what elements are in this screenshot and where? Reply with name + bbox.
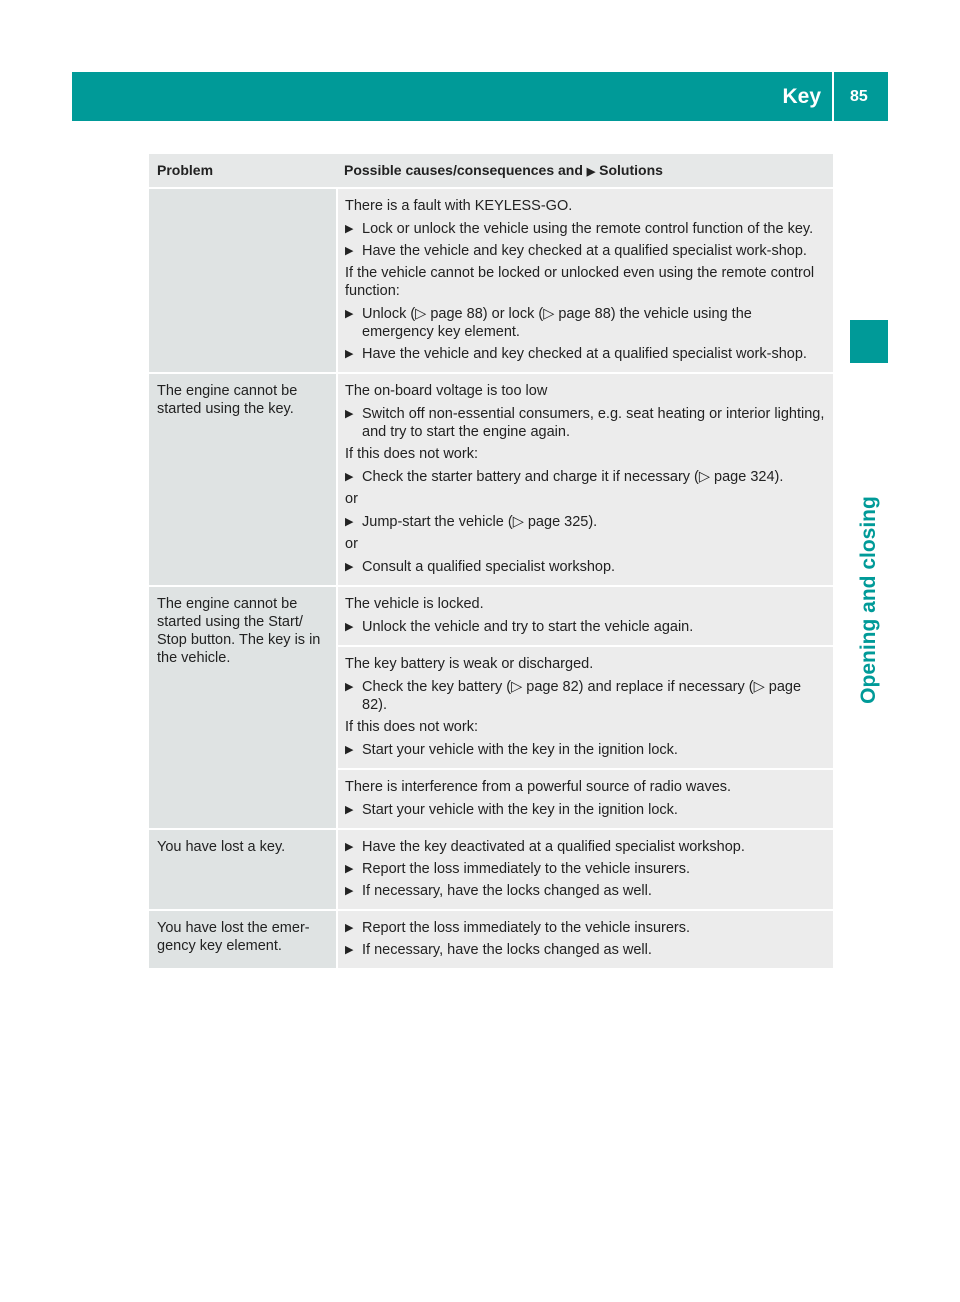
solutions-cell bbox=[338, 830, 833, 909]
step-arrow-icon: ▶ bbox=[345, 348, 354, 360]
cause-text: There is interference from a powerful source of radio waves. bbox=[345, 779, 732, 795]
solution-step bbox=[345, 242, 826, 260]
step-arrow-icon: ▶ bbox=[345, 561, 354, 573]
solution-step-text: If necessary, have the locks changed as well. bbox=[362, 883, 652, 899]
solutions-cell bbox=[338, 587, 833, 828]
table-row bbox=[149, 374, 833, 585]
solution-step-text: Have the vehicle and key checked at a qualified specialist work-shop. bbox=[362, 346, 807, 362]
solution-block bbox=[338, 647, 833, 768]
solution-step-text: Check the key battery (▷ page 82) and replace if necessary (▷ page 82). bbox=[362, 679, 802, 713]
cause-text: The vehicle is locked. bbox=[345, 596, 484, 612]
table-row bbox=[149, 587, 833, 828]
solution-step bbox=[345, 405, 826, 441]
column-header-solutions-post: Solutions bbox=[599, 162, 663, 178]
solution-step bbox=[345, 220, 826, 238]
problem-cell: You have lost a key. bbox=[149, 830, 336, 909]
step-arrow-icon: ▶ bbox=[345, 408, 354, 420]
step-arrow-icon: ▶ bbox=[345, 245, 354, 257]
solution-block bbox=[338, 830, 833, 909]
step-arrow-icon: ▶ bbox=[345, 621, 354, 633]
step-arrow-icon: ▶ bbox=[345, 804, 354, 816]
solution-step bbox=[345, 513, 826, 531]
solution-step bbox=[345, 860, 826, 878]
solution-step-text: Start your vehicle with the key in the ignition lock. bbox=[362, 802, 678, 818]
solution-step-text: Have the vehicle and key checked at a qualified specialist work-shop. bbox=[362, 243, 807, 259]
step-arrow-icon: ▶ bbox=[345, 471, 354, 483]
step-arrow-icon: ▶ bbox=[345, 744, 354, 756]
solution-step bbox=[345, 468, 826, 486]
solutions-cell bbox=[338, 911, 833, 968]
solution-step-text: Consult a qualified specialist workshop. bbox=[362, 559, 616, 575]
solution-step-text: Report the loss immediately to the vehicle insurers. bbox=[362, 920, 691, 936]
solution-step bbox=[345, 741, 826, 759]
step-arrow-icon: ▶ bbox=[345, 922, 354, 934]
solution-step-text: Check the starter battery and charge it if necessary (▷ page 324). bbox=[362, 469, 784, 485]
page-number: 85 bbox=[850, 88, 868, 105]
solution-block bbox=[338, 189, 833, 372]
solution-step bbox=[345, 618, 826, 636]
arrow-icon: ▶ bbox=[586, 166, 596, 178]
table-row bbox=[149, 189, 833, 372]
cause-text: If this does not work: bbox=[345, 446, 478, 462]
step-arrow-icon: ▶ bbox=[345, 885, 354, 897]
column-header-problem: Problem bbox=[157, 162, 214, 178]
solution-step bbox=[345, 838, 826, 856]
solution-step bbox=[345, 882, 826, 900]
problem-cell: The engine cannot be started using the Start/ Stop button. The key is in the vehicle. bbox=[149, 587, 336, 828]
step-arrow-icon: ▶ bbox=[345, 681, 354, 693]
solution-step-text: If necessary, have the locks changed as well. bbox=[362, 942, 652, 958]
table-row bbox=[149, 911, 833, 968]
table-body bbox=[149, 189, 833, 968]
solution-step-text: Unlock the vehicle and try to start the vehicle again. bbox=[362, 619, 694, 635]
solution-block bbox=[338, 911, 833, 968]
header-divider bbox=[832, 72, 834, 121]
problem-cell: You have lost the emer-gency key element. bbox=[149, 911, 336, 968]
solution-step-text: Lock or unlock the vehicle using the remote control function of the key. bbox=[362, 221, 814, 237]
troubleshooting-table bbox=[149, 154, 833, 968]
cause-text: or bbox=[345, 491, 358, 507]
solution-step-text: Switch off non-essential consumers, e.g. seat heating or interior lighting, and try to start the engine again. bbox=[362, 406, 825, 440]
cause-text: The on-board voltage is too low bbox=[345, 383, 548, 399]
problem-cell: The engine cannot be started using the key. bbox=[149, 374, 336, 585]
solution-step-text: Start your vehicle with the key in the ignition lock. bbox=[362, 742, 678, 758]
cause-text: or bbox=[345, 536, 358, 552]
solution-step-text: Unlock (▷ page 88) or lock (▷ page 88) the vehicle using the emergency key element. bbox=[362, 306, 752, 340]
section-title: Key bbox=[782, 85, 821, 108]
chapter-side-label: Opening and closing bbox=[857, 496, 880, 704]
solution-step bbox=[345, 919, 826, 937]
solution-step bbox=[345, 941, 826, 959]
solution-step bbox=[345, 678, 826, 714]
solution-step-text: Jump-start the vehicle (▷ page 325). bbox=[362, 514, 598, 530]
table-header bbox=[149, 154, 833, 187]
solution-step bbox=[345, 345, 826, 363]
cause-text: There is a fault with KEYLESS-GO. bbox=[345, 198, 573, 214]
cause-text: If the vehicle cannot be locked or unlocked even using the remote control function: bbox=[345, 265, 815, 299]
solution-step-text: Have the key deactivated at a qualified specialist workshop. bbox=[362, 839, 745, 855]
solution-block bbox=[338, 770, 833, 828]
solution-step bbox=[345, 558, 826, 576]
step-arrow-icon: ▶ bbox=[345, 223, 354, 235]
step-arrow-icon: ▶ bbox=[345, 944, 354, 956]
page-header bbox=[72, 72, 888, 121]
solutions-cell bbox=[338, 374, 833, 585]
step-arrow-icon: ▶ bbox=[345, 863, 354, 875]
cause-text: If this does not work: bbox=[345, 719, 478, 735]
side-tab-marker bbox=[850, 320, 888, 363]
table-row bbox=[149, 830, 833, 909]
solution-step bbox=[345, 801, 826, 819]
solution-step-text: Report the loss immediately to the vehicle insurers. bbox=[362, 861, 691, 877]
step-arrow-icon: ▶ bbox=[345, 308, 354, 320]
solution-block bbox=[338, 587, 833, 645]
column-header-solutions bbox=[336, 154, 833, 187]
solution-block bbox=[338, 374, 833, 585]
column-header-solutions-pre: Possible causes/consequences and bbox=[344, 162, 583, 178]
step-arrow-icon: ▶ bbox=[345, 516, 354, 528]
problem-cell bbox=[149, 189, 336, 372]
cause-text: The key battery is weak or discharged. bbox=[345, 656, 594, 672]
solution-step bbox=[345, 305, 826, 341]
step-arrow-icon: ▶ bbox=[345, 841, 354, 853]
solutions-cell bbox=[338, 189, 833, 372]
